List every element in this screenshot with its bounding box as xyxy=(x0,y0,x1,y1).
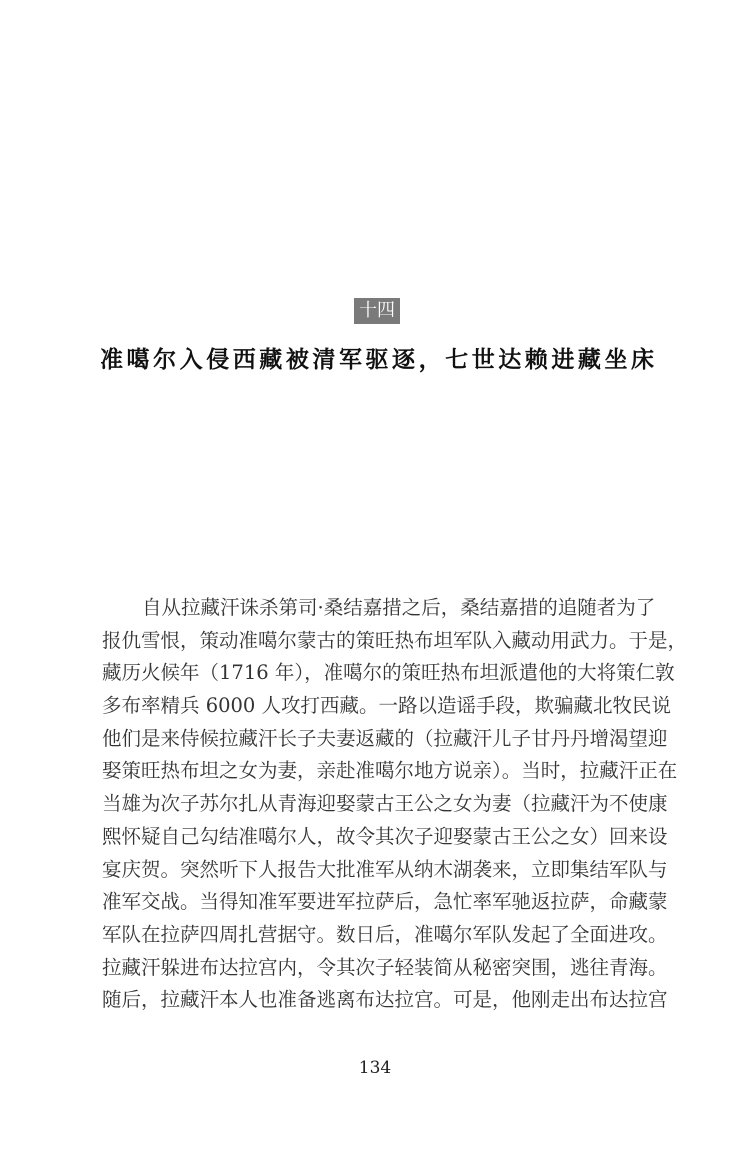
body-line: 藏历火候年（1716 年），准噶尔的策旺热布坦派遣他的大将策仁敦 xyxy=(102,661,675,685)
body-line: 娶策旺热布坦之女为妻，亲赴准噶尔地方说亲）。当时，拉藏汗正在 xyxy=(102,759,678,783)
body-line: 军队在拉萨四周扎营据守。数日后，准噶尔军队发起了全面进攻。 xyxy=(102,922,668,946)
body-line: 拉藏汗躲进布达拉宫内，令其次子轻装简从秘密突围，逃往青海。 xyxy=(102,955,668,979)
body-line: 多布率精兵 6000 人攻打西藏。一路以造谣手段，欺骗藏北牧民说 xyxy=(102,694,672,718)
body-line: 准军交战。当得知准军要进军拉萨后，急忙率军驰返拉萨，命藏蒙 xyxy=(102,890,668,914)
body-line: 熙怀疑自己勾结准噶尔人，故令其次子迎娶蒙古王公之女）回来设 xyxy=(102,824,668,848)
body-line: 当雄为次子苏尔扎从青海迎娶蒙古王公之女为妻（拉藏汗为不使康 xyxy=(102,792,668,816)
body-line: 他们是来侍候拉藏汗长子夫妻返藏的（拉藏汗儿子甘丹丹增渴望迎 xyxy=(102,726,668,750)
page-number: 134 xyxy=(358,1058,392,1078)
body-line: 宴庆贺。突然听下人报告大批准军从纳木湖袭来，立即集结军队与 xyxy=(102,857,668,881)
chapter-number-label: 十四 xyxy=(354,298,400,324)
chapter-title: 准噶尔入侵西藏被清军驱逐，七世达赖进藏坐床 xyxy=(100,346,654,373)
body-line: 自从拉藏汗诛杀第司·桑结嘉措之后，桑结嘉措的追随者为了 xyxy=(142,596,656,619)
body-line: 随后，拉藏汗本人也准备逃离布达拉宫。可是，他刚走出布达拉宫 xyxy=(102,988,668,1012)
body-text xyxy=(102,592,688,1017)
body-line: 报仇雪恨，策动准噶尔蒙古的策旺热布坦军队入藏动用武力。于是， xyxy=(102,628,688,652)
